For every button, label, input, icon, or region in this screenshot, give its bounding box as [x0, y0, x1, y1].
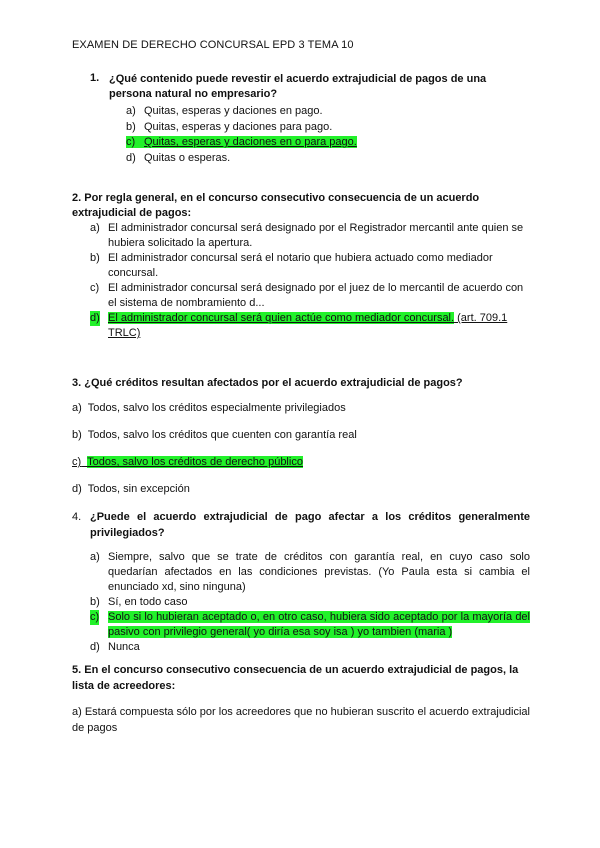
question-5-text: 5. En el concurso consecutivo consecuencia de un acuerdo extrajudicial de pagos, la lista de acreedores:: [72, 664, 519, 692]
option-a: a) Todos, salvo los créditos especialmente privilegiados: [72, 402, 346, 414]
option-a: a) Estará compuesta sólo por los acreedores que no hubieran suscrito el acuerdo extrajudicial de pagos: [72, 706, 530, 734]
document-title: EXAMEN DE DERECHO CONCURSAL EPD 3 TEMA 10: [72, 39, 354, 51]
option-d: d) Todos, sin excepción: [72, 483, 190, 495]
option-c-highlighted: c) Solo si lo hubieran aceptado o, en otro caso, hubiera sido aceptado por la mayoría del pasivo con privilegio general( yo diría esa soy isa ) yo tambien (maria ): [90, 611, 530, 638]
question-1: [90, 72, 530, 166]
question-text: 2. Por regla general, en el concurso consecutivo consecuencia de un acuerdo extrajudicial de pagos:: [72, 192, 480, 219]
option-b: b) Sí, en todo caso: [90, 596, 188, 608]
question-text: 4. ¿Puede el acuerdo extrajudicial de pago afectar a los créditos generalmente privilegiados?: [72, 511, 530, 539]
option-d: d) Quitas o esperas.: [126, 151, 231, 164]
option-a: a) Quitas, esperas y daciones en pago.: [126, 105, 323, 117]
question-number: 1.: [90, 72, 100, 84]
option-d: d) Nunca: [90, 641, 140, 653]
question-text: ¿Qué contenido puede revestir el acuerdo extrajudicial de pagos de una persona natural no empresario?: [109, 73, 487, 100]
option-b: b) El administrador concursal será el notario que hubiera actuado como mediador concursal.: [90, 252, 493, 279]
question-3-text: 3. ¿Qué créditos resultan afectados por el acuerdo extrajudicial de pagos?: [72, 377, 463, 389]
option-c-highlighted: c) Quitas, esperas y daciones en o para pago.: [126, 136, 357, 148]
question-2: [72, 191, 530, 341]
article-note: (art. 709.1 TRLC): [108, 312, 508, 339]
question-4: [72, 509, 530, 655]
option-b: b) Todos, salvo los créditos que cuenten con garantía real: [72, 429, 357, 441]
option-c-highlighted: c) Todos, salvo los créditos de derecho público: [72, 456, 303, 468]
option-b: b) Quitas, esperas y daciones para pago.: [126, 120, 333, 133]
option-c: c) El administrador concursal será designado por el juez de lo mercantil de acuerdo con el sistema de nombramiento d...: [90, 282, 524, 309]
option-d-highlighted: d) El administrador concursal será quien actúe como mediador concursal. (art. 709.1 TRLC): [90, 312, 508, 339]
option-a: a) El administrador concursal será designado por el Registrador mercantil ante quien se hubiera solicitado la apertura.: [90, 222, 524, 249]
option-a: a) Siempre, salvo que se trate de créditos con garantía real, en cuyo caso solo quedarían afectados en las condiciones previstas. (Yo Paula esta si cambia el enunciado xd, sino ninguna): [90, 551, 530, 593]
